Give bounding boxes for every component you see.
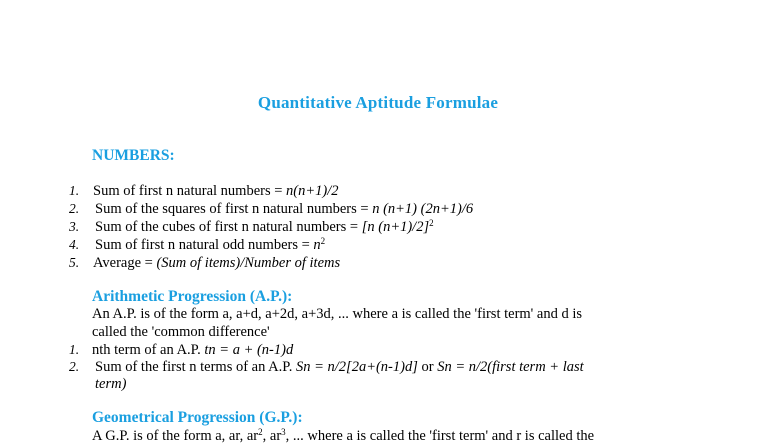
gp-intro-text: , ar <box>262 428 282 444</box>
superscript: 3 <box>281 427 286 437</box>
gp-intro <box>92 427 594 445</box>
list-item <box>95 200 473 218</box>
item-text: Sum of the squares of first n natural numbers = <box>95 201 373 217</box>
list-item <box>93 254 340 272</box>
item-text: nth term of an A.P. <box>92 342 205 358</box>
list-number: 2. <box>69 359 80 374</box>
formula: Sn = n/2[2a+(n-1)d] <box>295 359 418 375</box>
formula: Sn = n/2(first term + last <box>437 359 584 375</box>
list-number: 4. <box>69 237 80 252</box>
list-number: 2. <box>69 201 80 216</box>
formula: (Sum of items)/Number of items <box>156 255 341 271</box>
list-number: 1. <box>69 342 80 357</box>
page-title: Quantitative Aptitude Formulae <box>257 93 499 112</box>
list-number: 5. <box>69 255 80 270</box>
superscript: 2 <box>320 236 326 246</box>
item-text: Sum of the first n terms of an A.P. <box>95 359 296 375</box>
gp-heading: Geometrical Progression (G.P.): <box>92 409 303 426</box>
list-number: 3. <box>69 219 80 234</box>
list-number: 1. <box>69 183 80 198</box>
formula: [n (n+1)/2] <box>361 219 430 235</box>
gp-intro-text: A G.P. is of the form a, ar, ar <box>92 428 259 444</box>
formula: term) <box>95 376 127 392</box>
item-text: Sum of first n natural odd numbers = <box>95 237 314 253</box>
numbers-heading: NUMBERS: <box>92 147 175 164</box>
list-item <box>93 182 339 200</box>
formula: n <box>313 237 321 253</box>
item-text: Sum of first n natural numbers = <box>93 183 287 199</box>
list-item-cont <box>95 375 126 393</box>
ap-heading: Arithmetic Progression (A.P.): <box>92 288 293 305</box>
gp-intro-text: , ... where a is called the 'first term' and r is called the <box>285 428 595 444</box>
list-item <box>95 236 325 254</box>
list-item <box>95 218 434 236</box>
ap-intro-cont: called the 'common difference' <box>92 324 270 340</box>
superscript: 2 <box>258 427 263 437</box>
item-text: or <box>417 359 438 375</box>
superscript: 2 <box>429 218 434 228</box>
ap-intro: An A.P. is of the form a, a+d, a+2d, a+3d, ... where a is called the 'first term' and d is <box>92 306 583 322</box>
formula: tn = a + (n-1)d <box>204 342 294 358</box>
formula: n (n+1) (2n+1)/6 <box>372 201 474 217</box>
item-text: Sum of the cubes of first n natural numbers = <box>95 219 362 235</box>
list-item <box>92 341 293 359</box>
formula: n(n+1)/2 <box>286 183 339 199</box>
item-text: Average = <box>93 255 157 271</box>
list-item <box>95 358 584 376</box>
